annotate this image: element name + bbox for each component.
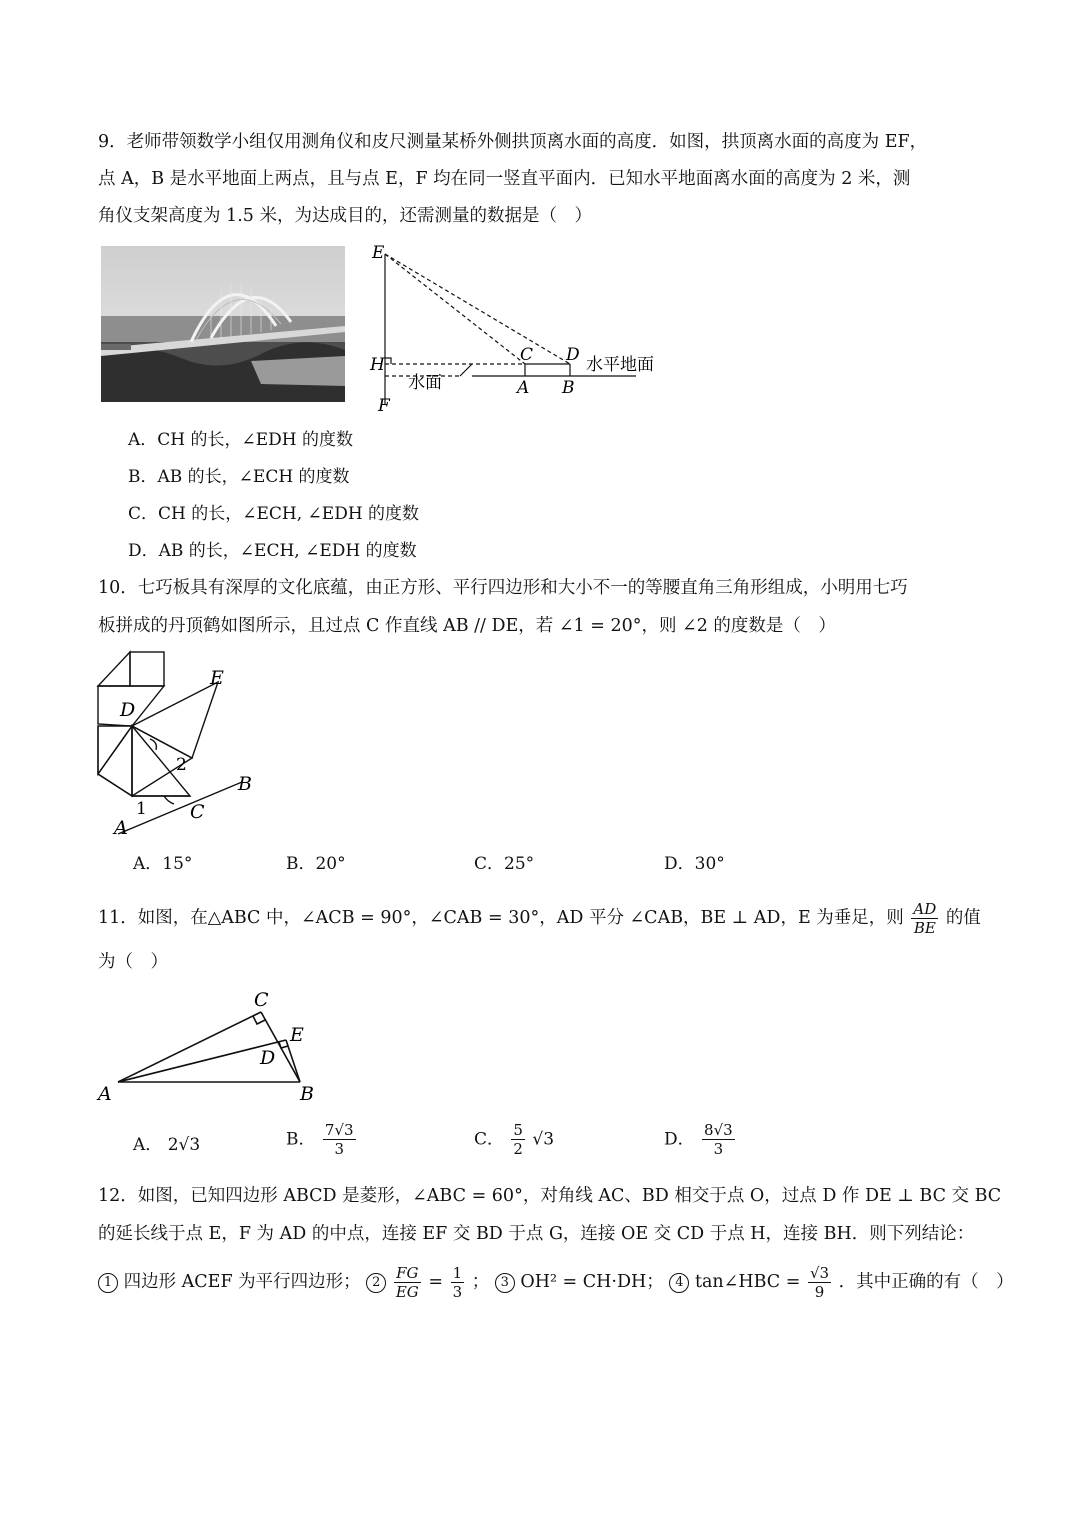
q10-option-c[interactable]: C．25° [474,854,535,874]
ec-line [385,254,525,364]
q11-option-a[interactable] [133,1133,200,1157]
q11-option-d[interactable] [664,1121,737,1158]
label-a: A [98,1083,112,1105]
q9-option-a[interactable]: A．CH 的长，∠EDH 的度数 [128,430,354,450]
angle-2-label: 2 [176,755,187,775]
q10-line-2: 板拼成的丹顶鹤如图所示，且过点 C 作直线 AB // DE，若 ∠1 = 20°，则 ∠2 的度数是（ ） [98,616,836,636]
q10-option-b[interactable]: B．20° [286,854,346,874]
label-c: C [520,345,534,365]
q12-conclusions [98,1262,1014,1302]
q10-option-d[interactable]: D．30° [664,854,725,874]
q11-option-c-numerator: 5 [513,1121,523,1139]
conclusion-2-tail: ； [471,1272,490,1292]
q11-option-c-label: C． [474,1129,505,1150]
conclusion-1-marker: 1 [98,1273,118,1293]
conclusion-3-marker: 3 [495,1273,515,1293]
conclusion-1-text: 四边形 ACEF 为平行四边形； [123,1272,361,1292]
ed-line [385,254,570,364]
conclusion-2-marker: 2 [366,1273,386,1293]
q10-line-1: 10．七巧板具有深厚的文化底蕴，由正方形、平行四边形和大小不一的等腰直角三角形组成，小明用七巧 [98,578,908,598]
q10-tangram-figure [92,646,272,842]
label-e: E [290,1024,304,1046]
q11-line-1-tail: 的值 [945,908,981,928]
q9-figure [360,236,680,416]
label-e: E [210,667,224,689]
q11-option-d-denominator: 3 [713,1140,724,1158]
bridge-photo [101,246,345,402]
conclusion-4-numerator: √3 [809,1264,830,1282]
q11-option-a-label: A． [133,1135,163,1155]
q11-line-1 [98,900,998,937]
label-d: D [566,345,580,365]
q11-option-c[interactable] [474,1121,554,1158]
q9-line-3: 角仪支架高度为 1.5 米，为达成目的，还需测量的数据是（ ） [98,206,592,226]
label-c: C [254,989,269,1011]
label-h: H [370,355,385,375]
angle-1-label: 1 [136,799,147,819]
q11-option-c-tail: √3 [532,1129,555,1150]
conclusion-2-left-fraction [394,1264,421,1301]
conclusion-2-right-fraction [451,1264,465,1301]
q9-option-b[interactable]: B．AB 的长，∠ECH 的度数 [128,467,350,487]
q11-triangle-figure [96,986,326,1106]
q11-fraction [911,900,938,937]
q11-option-d-fraction [702,1121,735,1158]
beak-triangle [98,652,130,686]
conclusion-4-denominator: 9 [814,1283,825,1301]
q9-option-c[interactable]: C．CH 的长，∠ECH, ∠EDH 的度数 [128,504,420,524]
label-b: B [300,1083,314,1105]
conclusion-2-equals: = [428,1272,443,1292]
q12-line-1: 12．如图，已知四边形 ABCD 是菱形，∠ABC = 60°，对角线 AC、BD 相交于点 O，过点 D 作 DE ⊥ BC 交 BC [98,1186,1002,1206]
q11-option-b-fraction [323,1121,356,1158]
q11-option-b-numerator: 7√3 [324,1121,354,1139]
ground-label: 水平地面 [586,355,654,375]
conclusion-3-text: OH² = CH·DH； [520,1272,664,1292]
q9-option-d[interactable]: D．AB 的长，∠ECH, ∠EDH 的度数 [128,541,417,561]
q9-line-2: 点 A，B 是水平地面上两点，且与点 E，F 均在同一竖直平面内．已知水平地面离水面的高度为 2 米，测 [98,169,911,189]
side-ac [118,1012,261,1082]
q10-option-a[interactable]: A．15° [133,854,193,874]
wing-triangle-e [132,682,218,758]
q11-option-c-fraction [511,1121,525,1158]
conclusion-2-left-numerator: FG [394,1264,421,1283]
q9-line-1: 9．老师带领数学小组仅用测角仪和皮尺测量某桥外侧拱顶离水面的高度．如图，拱顶离水面的高度为 EF， [98,132,928,152]
label-d: D [120,699,136,721]
q11-option-b-denominator: 3 [334,1140,344,1158]
label-b: B [238,773,252,795]
q11-option-c-denominator: 2 [513,1140,523,1158]
water-label: 水面 [408,373,442,393]
conclusion-2-left-denominator: EG [395,1283,419,1301]
head-square [130,652,164,686]
label-c: C [190,801,205,823]
q11-option-a-value: 2√3 [167,1135,201,1155]
conclusion-4-text: tan∠HBC = [694,1272,801,1292]
q11-option-b-label: B． [286,1129,316,1150]
q11-fraction-numerator: AD [913,900,937,918]
q11-fraction-denominator: BE [913,919,936,937]
q11-option-b[interactable] [286,1121,358,1158]
q11-option-d-label: D． [664,1129,695,1150]
conclusion-2-right-denominator: 3 [452,1283,463,1301]
label-d: D [260,1047,276,1069]
conclusion-4-fraction [808,1264,831,1301]
q12-line-2: 的延长线于点 E，F 为 AD 的中点，连接 EF 交 BD 于点 G，连接 OE 交 CD 于点 H，连接 BH．则下列结论： [98,1224,975,1244]
conclusion-2-right-numerator: 1 [452,1264,463,1282]
right-angle-mark-h [385,358,391,364]
label-a: A [517,378,530,398]
q11-option-d-numerator: 8√3 [704,1121,733,1139]
q11-line-2: 为（ ） [98,952,168,972]
label-b: B [562,378,575,398]
label-f: F [378,396,390,416]
label-a: A [114,817,128,839]
label-e: E [372,243,385,263]
conclusion-4-tail: ．其中正确的有（ ） [838,1272,1014,1292]
q11-line-1-text: 11．如图，在△ABC 中，∠ACB = 90°，∠CAB = 30°，AD 平分 ∠CAB，BE ⊥ AD，E 为垂足，则 [98,908,904,928]
conclusion-4-marker: 4 [669,1273,689,1293]
